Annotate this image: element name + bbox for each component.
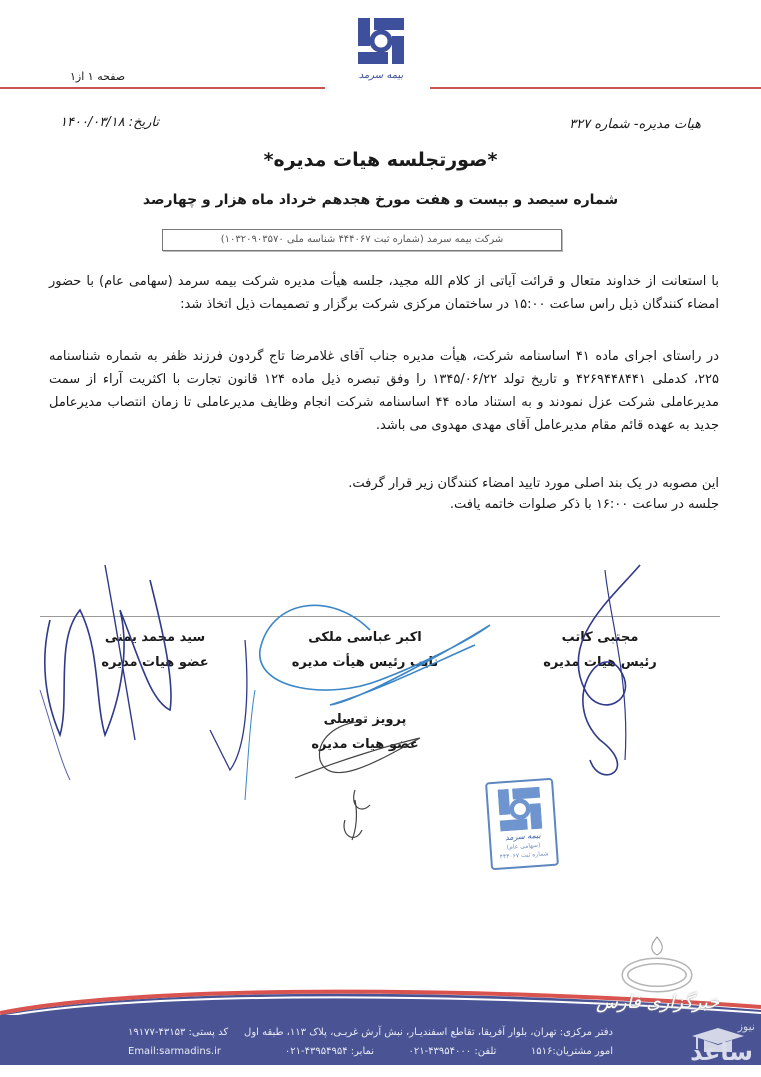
company-stamp [485, 778, 559, 871]
paragraph-resolution: در راستای اجرای ماده ۴۱ اساسنامه شرکت، هیأت مدیره جناب آقای غلامرضا تاج گردون فرزند ظفر به شماره شناسنامه ۲۲۵، کدملی ۴۲۶۹۴۴۸۴۴۱ و تاریخ تولد ۱۳۴۵/۰۶/۲۲ را وفق تبصره ذیل ماده ۱۲۴ قانون تجارت با اکثریت آراء از سمت مدیرعاملی شرکت عزل نمودند و به استناد ماده ۴۴ اساسنامه شرکت انجام وظایف مدیرعاملی تا زمان انتصاب مدیرعامل جدید به عهده قائم مقام مدیرعامل آقای مهدی مهدوی می باشد. [49, 349, 719, 433]
signatory-1-role: رئیس هیات مدیره [543, 655, 657, 670]
registration-box [162, 229, 562, 251]
signature-divider [40, 616, 720, 617]
closing-line-2: جلسه در ساعت ۱۶:۰۰ با ذکر صلوات خاتمه یافت. [449, 497, 719, 512]
signatory-3-role: عضو هیات مدیره [101, 655, 209, 670]
document-title: *صورتجلسه هیات مدیره* [263, 149, 498, 171]
footer-phone: تلفن: ۴۳۹۵۴۰۰۰-۰۲۱ [408, 1046, 497, 1057]
paragraph-closing [299, 473, 719, 515]
page-number: صفحه ۱ از۱ [70, 70, 126, 83]
footer-email: Email:sarmadins.ir [128, 1046, 221, 1057]
header-rule-left [0, 87, 325, 89]
paragraph-opening: با استعانت از خداوند متعال و قرائت آیاتی از کلام الله مجید، جلسه هیأت مدیره شرکت بیمه سرمد (سهامی عام) با حضور امضاء کنندگان ذیل راس ساعت ۱۵:۰۰ در ساختمان مرکزی شرکت برگزار و تصمیمات ذیل اتخاذ شد: [49, 274, 719, 312]
signatory-1-name: مجتبی کاتب [561, 630, 639, 645]
footer-customer-affairs: امور مشتریان:۱۵۱۶ [530, 1046, 613, 1057]
registration-text: شرکت بیمه سرمد (شماره ثبت ۴۴۴۰۶۷ شناسه ملی ۱۰۳۲۰۹۰۳۵۷۰) [220, 234, 504, 245]
footer-contact [285, 1046, 613, 1057]
signatory-3-name: سید محمد یمنی [104, 630, 206, 645]
sarmad-logo [358, 18, 404, 64]
signatory-2-role: نایب رئیس هیأت مدیره [291, 655, 439, 670]
saed-news-small: نیوز [737, 1020, 755, 1033]
stamp-name: بیمه سرمد [504, 830, 541, 843]
stamp-registration: شماره ثبت ۴۴۴۰۶۷ [499, 850, 549, 861]
closing-line-1: این مصوبه در یک بند اصلی مورد تایید امضاء کنندگان زیر قرار گرفت. [348, 476, 719, 491]
signatory-4-role: عضو هیات مدیره [311, 737, 419, 752]
footer-address: دفتر مرکزی: تهران، بلوار آفریقا، تقاطع اسفندیـار، نبش آرش غربـی، پلاک ۱۱۳، طبقه اول [244, 1027, 613, 1038]
stamp-type: (سهامی عام) [506, 841, 541, 852]
footer-postal-code: کد پستی: ۴۳۱۵۳-۱۹۱۷۷ [128, 1027, 229, 1038]
board-number: هیات مدیره- شماره ۳۲۷ [569, 117, 701, 132]
document-subtitle: شماره سیصد و بیست و هفت مورخ هجدهم خرداد ماه هزار و چهارصد [142, 192, 619, 208]
saed-news-big: ساعد [690, 1038, 753, 1066]
header-rule-right [430, 87, 761, 89]
stamp-logo-icon [498, 787, 543, 832]
footer-band [0, 1015, 761, 1065]
signatory-2-name: اکبر عباسی ملکی [308, 630, 422, 645]
logo-text: بیمه سرمد [358, 70, 404, 81]
footer-fax: نمابر: ۴۳۹۵۴۹۵۴-۰۲۱ [284, 1046, 375, 1057]
signatory-4-name: پرویز توسلی [323, 712, 407, 727]
fars-watermark-text: خبرگزاری فارس [596, 992, 720, 1013]
meeting-date: تاریخ: ۱۴۰۰/۰۳/۱۸ [60, 115, 160, 130]
